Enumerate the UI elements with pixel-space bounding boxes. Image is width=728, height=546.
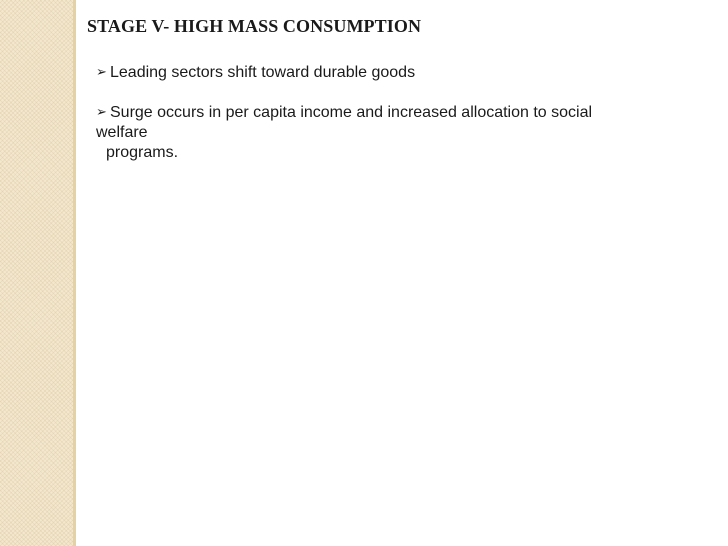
bullet-text: Surge occurs in per capita income and increased allocation to social [110,104,593,121]
bullet-line [96,102,696,123]
bullet-line [96,62,696,83]
bullet-line-continued: welfare [96,124,148,141]
bullet-line-continued: programs. [106,144,179,161]
bullet-text: Leading sectors shift toward durable goods [110,64,416,81]
arrow-bullet-icon: ➢ [96,64,107,79]
decorative-side-panel [0,0,73,546]
bullet-list [96,62,696,163]
bullet-item-leading-sectors [96,62,696,83]
arrow-bullet-icon: ➢ [96,104,107,119]
slide-title: STAGE V- HIGH MASS CONSUMPTION [87,16,422,36]
side-panel-divider [73,0,76,546]
bullet-item-income-surge [96,102,696,163]
